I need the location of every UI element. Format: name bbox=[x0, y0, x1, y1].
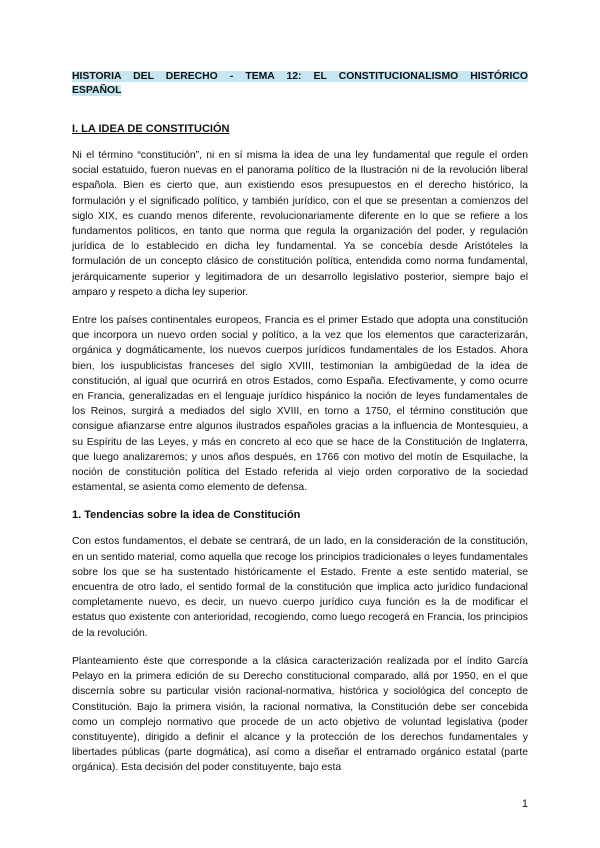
paragraph-2: Entre los países continentales europeos, Francia es el primer Estado que adopta una constitución que incorpora un nuevo orden social y político, a la vez que los elementos que caracterizarán, orgánica y dogmáticamente, los nuevos cuerpos jurídicos fundamentales de los Estados. Ahora bien, los iuspublicistas franceses del siglo XVIII, testimonian la ambigüedad de la idea de constitución, al igual que ocurrirá en otros Estados, como España. Efectivamente, y como ocurre en Francia, generalizadas en el lenguaje jurídico hispánico la noción de leyes fundamentales de los Reinos, surgirá a mediados del siglo XVIII, en torno a 1750, el término constitución que consigue afianzarse entre algunos ilustrados españoles gracias a la influencia de Montesquieu, a su Espíritu de las Leyes, y más en concreto al eco que se hace de la Constitución de Inglaterra, que luego analizaremos; y unos años después, en 1766 con motivo del motín de Esquilache, la noción de constitución política del Estado referida al viejo orden corporativo de la sociedad estamental, se asienta como elemento de defensa. bbox=[72, 315, 528, 494]
paragraph-4: Planteamiento éste que corresponde a la clásica caracterización realizada por el índito García Pelayo en la primera edición de su Derecho constitucional comparado, allá por 1950, en el que discernía sobre su particular visión racional-normativa, histórica y sociológica del concepto de Constitución. Bajo la primera visión, la racional normativa, la Constitución debe ser concebida como un complejo normativo que procede de un acto objetivo de voluntad legislativa (poder constituyente), dirigido a definir el alcance y la protección de los derechos fundamentales y libertades públicas (parte dogmática), así como a diseñar el entramado orgánico estatal (parte orgánica). Esta decisión del poder constituyente, bajo esta bbox=[72, 655, 528, 774]
subsection-heading-tendencias: 1. Tendencias sobre la idea de Constitución bbox=[72, 509, 301, 522]
document-title-highlight-2: ESPAÑOL bbox=[72, 85, 122, 96]
document-title-highlight: HISTORIA DEL DERECHO - TEMA 12: EL CONSTITUCIONALISMO HISTÓRICO bbox=[72, 71, 528, 82]
document-page bbox=[72, 70, 528, 789]
document-title bbox=[72, 70, 528, 84]
page-number: 1 bbox=[521, 798, 528, 810]
paragraph-3: Con estos fundamentos, el debate se centrará, de un lado, en la consideración de la constitución, en un sentido material, como aquella que recoge los principios tradicionales o leyes fundamentales sobre los que se ha sustentado históricamente el Estado. Frente a este sentido material, se encuentra de otro lado, el sentido formal de la constitución que implica acto jurídico fundacional completamente nuevo, es decir, un nuevo cuerpo jurídico cuya función es la de modificar el estatus quo existente con anterioridad, recogiendo, como luego recogerá en Francia, los principios de la revolución. bbox=[72, 536, 528, 639]
document-title-continued bbox=[72, 84, 528, 98]
section-heading-idea-constitucion: I. LA IDEA DE CONSTITUCIÓN bbox=[72, 123, 230, 135]
paragraph-1: Ni el término “constitución”, ni en sí misma la idea de una ley fundamental que regule el orden social estatuido, fueron nuevas en el panorama político de la Ilustración ni de la revolución liberal española. Bien es cierto que, aun existiendo esos presupuestos en el derecho histórico, la formulación y el significado político, y también jurídico, con el que se presentan a comienzos del siglo XIX, es cuando menos diferente, revolucionariamente diferente en lo que se refiere a los fundamentos políticos, en tanto que norma que regula la organización del poder, y regulación jurídica de lo establecido en dicha ley fundamental. Ya se concebía desde Aristóteles la formulación de un concepto clásico de constitución política, entendida como norma fundamental, jerárquicamente superior y legitimadora de un desarrollo legislativo posterior, siempre bajo el amparo y respeto a dicha ley superior. bbox=[72, 150, 528, 298]
